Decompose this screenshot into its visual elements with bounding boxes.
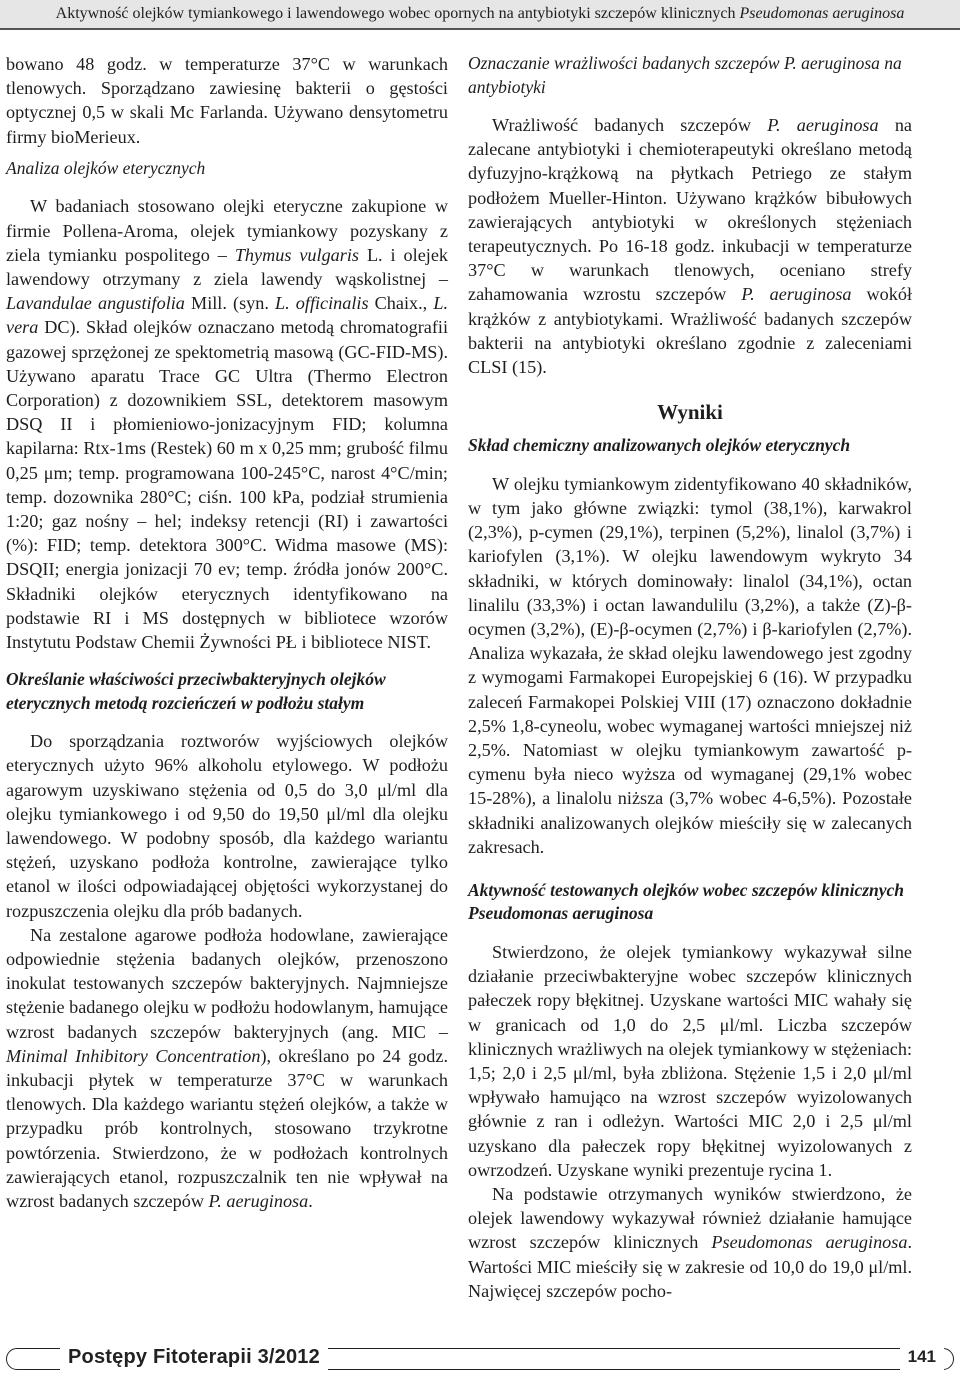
text-run: Mill. (syn.	[184, 293, 276, 314]
text-run: Wrażliwość badanych szczepów	[492, 115, 768, 135]
section-heading-wyniki: Wyniki	[657, 400, 723, 425]
text-run: P. aeruginosa	[208, 1191, 309, 1212]
text-run: Minimal Inhibitory Concentration	[6, 1045, 261, 1066]
text-run: na zalecane antybiotyki i chemioterapeutyki określano metodą dyfuzyjno-krążkową na płytkach Petriego ze stałym podłożem Mueller-Hinton. Używano krążków bibułowych zawierających antybiotyki w określonych stężeniach terapeutycznych. Po 16-18 godz. inkubacji w temperaturze 37°C w warunkach tlenowych, oceniano strefy zahamowania wzrostu szczepów	[468, 115, 912, 305]
text-run: W badaniach stosowano olejki eteryczne zakupione w firmie Pollena-Aroma, olejek tymiankowy pozyskany z ziela tymianku pospolitego –	[6, 196, 448, 265]
text-run: P. aeruginosa	[767, 115, 879, 135]
running-header	[0, 0, 960, 28]
text-run: DC). Skład olejków oznaczano metodą chromatografii gazowej sprzężonej ze spektometrią masową (GC-FID-MS). Używano aparatu Trace GC Ultra (Thermo Electron Corporation) z dozownikiem SSL, detektorem masowym DSQ II i płomieniowo-jonizacyjnym FID; kolumna kapilarna: Rtx-1ms (Restek) 60 m x 0,25 mm; grubość filmu 0,25 μm; temp. programowana 100-245°C, narost 4°C/min; temp. dozownika 280°C; ciśn. 100 kPa, podział strumienia 1:20; gaz nośny – hel; indeksy retencji (RI) i zawartości (%): FID; temp. detektora 300°C. Widma masowe (MS): DSQII; energia jonizacji 70 ev; temp. źródła jonów 200°C. Składniki olejków eterycznych identyfikowano na podstawie RI i MS dostępnych w bibliotece wzorów Instytutu Podstaw Chemii Żywności PŁ i bibliotece NIST.	[6, 317, 448, 652]
paragraph-analiza	[6, 194, 448, 654]
footer-journal-title: Postępy Fitoterapii 3/2012	[60, 1342, 328, 1372]
text-run: L. officinalis	[275, 293, 369, 314]
running-header-species: Pseudomonas aeruginosa	[739, 5, 905, 22]
section-heading-oznaczanie: Oznaczanie wrażliwości badanych szczepów P. aeruginosa na antybiotyki	[468, 53, 902, 97]
text-run: P. aeruginosa	[741, 284, 852, 305]
right-column	[468, 52, 912, 1303]
paragraph-mic	[6, 923, 448, 1213]
text-run: Thymus vulgaris	[234, 244, 359, 265]
text-run: L. i olejek lawendowy otrzymany z ziela lawendy wąskolistnej –	[6, 244, 448, 289]
text-run: Na zestalone agarowe podłoża hodowlane, zawierające odpowiednie stężenia badanych olejków, przenoszono inokulat testowanych szczepów bakteryjnych. Najmniejsze stężenie badanego olejku w podłożu hodowlanym, hamujące wzrost badanych szczepów bakteryjnych (ang. MIC –	[6, 924, 448, 1042]
text-run: Na podstawie otrzymanych wyników stwierdzono, że olejek lawendowy wykazywał również działanie hamujące wzrost szczepów klinicznych	[468, 1184, 912, 1253]
paragraph-antybiotyki	[468, 113, 912, 379]
text-run: Lavandulae angustifolia	[6, 293, 185, 314]
paragraph-roztwory: Do sporządzania roztworów wyjściowych olejków eterycznych użyto 96% alkoholu etylowego. W podłożu agarowym uzyskiwano stężenia od 0,5 do 3,0 μl/ml dla olejku tymiankowego i od 9,50 do 19,50 μl/ml dla olejku lawendowego. W podobny sposób, dla każdego wariantu stężeń, uzyskano podłoża kontrolne, zawierające tylko etanol w ilości odpowiadającej objętości wykorzystanej do rozpuszczenia olejku dla prób badanych.	[6, 731, 448, 921]
paragraph-tymiankowy: Stwierdzono, że olejek tymiankowy wykazywał silne działanie przeciwbakteryjne wobec szczepów klinicznych pałeczek ropy błękitnej. Uzyskane wartości MIC wahały się w granicach od 1,0 do 2,5 μl/ml. Liczba szczepów klinicznych wrażliwych na olejek tymiankowy w stężeniach: 1,5; 2,0 i 2,5 μl/ml, była zbliżona. Stężenie 1,5 i 2,0 μl/ml wpływało hamująco na wzrost szczepów wyizolowanych głównie z ran i odleżyn. Wartości MIC 2,0 i 2,5 μl/ml uzyskano dla pałeczek ropy błękitnej wyizolowanych z owrzodzeń. Uzyskane wyniki prezentuje rycina 1.	[468, 941, 912, 1180]
text-run: ), określano po 24 godz. inkubacji płytek w temperaturze 37°C w warunkach tlenowych. Dla każdego wariantu stężeń olejków, a także w przypadku prób kontrolnych, stosowano trzykrotne powtórzenia. Stwierdzono, że w podłożach kontrolnych zawierających etanol, rozpuszczalnik ten nie wpływał na wzrost badanych szczepów	[6, 1045, 448, 1212]
text-run: .	[308, 1191, 313, 1212]
text-run: Pseudomonas aeruginosa	[711, 1232, 908, 1253]
page-footer	[0, 1318, 960, 1377]
page-number: 141	[900, 1342, 944, 1372]
running-header-title: Aktywność olejków tymiankowego i lawendowego wobec opornych na antybiotyki szczepów klinicznych	[55, 5, 740, 22]
text-run: wokół krążków z antybiotykami. Wrażliwość badanych szczepów bakterii na antybiotyki określano zgodnie z zaleceniami CLSI (15).	[468, 284, 913, 378]
section-heading-sklad: Skład chemiczny analizowanych olejków eterycznych	[468, 435, 851, 456]
paragraph-lawendowy	[468, 1182, 912, 1303]
section-heading-aktywnosc: Aktywność testowanych olejków wobec szczepów klinicznych Pseudomonas aeruginosa	[468, 879, 905, 924]
left-column	[6, 52, 448, 1213]
text-run: Chaix.,	[368, 293, 434, 314]
paragraph-continuation: bowano 48 godz. w temperaturze 37°C w warunkach tlenowych. Sporządzano zawiesinę bakterii o gęstości optycznej 0,5 w skali Mc Farlanda. Używano densytometru firmy bioMerieux.	[6, 54, 448, 147]
section-heading-analiza: Analiza olejków eterycznych	[6, 157, 206, 178]
text-run: L. vera	[6, 293, 448, 338]
section-heading-okreslanie: Określanie właściwości przeciwbakteryjnych olejków eterycznych metodą rozcieńczeń w podłożu stałym	[6, 669, 386, 713]
text-run: . Wartości MIC mieściły się w zakresie od 10,0 do 19,0 μl/ml. Najwięcej szczepów pocho-	[468, 1232, 912, 1301]
header-rule	[0, 28, 960, 30]
paragraph-sklad: W olejku tymiankowym zidentyfikowano 40 składników, w tym jako główne związki: tymol (38,1%), karwakrol (2,3%), p-cymen (29,1%), terpinen (5,2%), linalol (3,7%) i kariofylen (3,1%). W olejku lawendowym wykryto 34 składniki, w których dominowały: linalol (34,1%), octan linalilu (33,3%) i octan lawandulilu (3,2%), a także (Z)-β-ocymen (3,2%), (E)-β-ocymen (2,7%) i β-kariofylen (2,7%). Analiza wykazała, że skład olejku lawendowego jest zgodny z wymogami Farmakopei Europejskiej 6 (16). W przypadku zaleceń Farmakopei Polskiej VIII (17) oznaczono dokładnie 2,5% 1,8-cyneolu, wobec wymaganej wartości mniejszej niż 2,5%. Natomiast w olejku tymiankowym zawartość p-cymenu była nieco wyższa od wymaganej (29,1% wobec 15-28%), a linalolu niższa (3,7% wobec 4-6,5%). Pozostałe składniki analizowanych olejków mieściły się w zalecanych zakresach.	[468, 473, 912, 857]
